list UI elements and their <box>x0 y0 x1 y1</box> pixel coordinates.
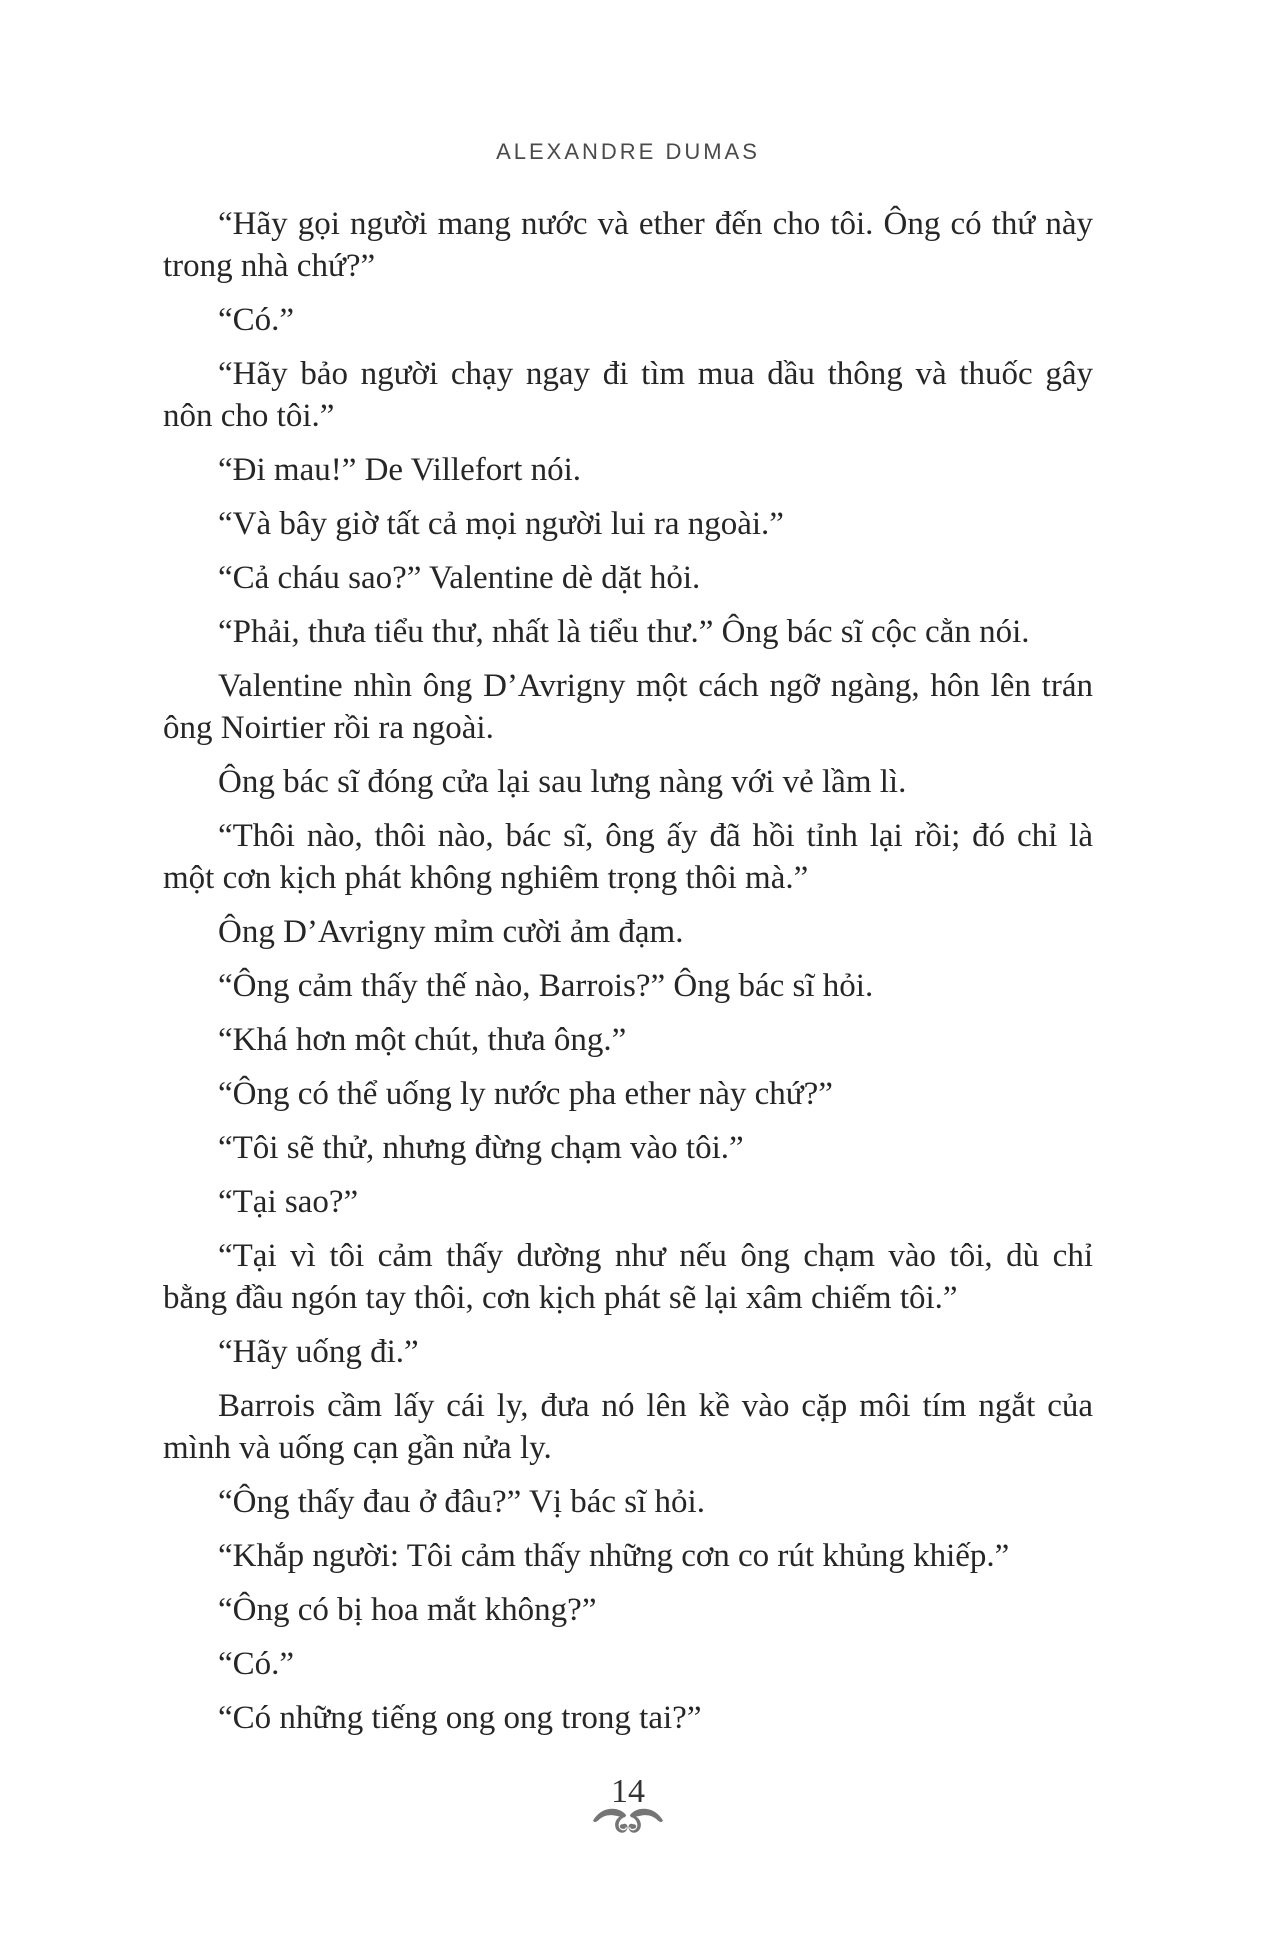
paragraph: “Hãy uống đi.” <box>218 1334 419 1370</box>
paragraph: “Tại vì tôi cảm thấy dường như nếu ông chạm vào tôi, dù chỉ bằng đầu ngón tay thôi, cơn kịch phát sẽ lại xâm chiếm tôi.” <box>163 1238 1093 1316</box>
paragraph: “Thôi nào, thôi nào, bác sĩ, ông ấy đã hồi tỉnh lại rồi; đó chỉ là một cơn kịch phát không nghiêm trọng thôi mà.” <box>163 818 1093 896</box>
paragraph: “Tại sao?” <box>218 1184 359 1220</box>
paragraph: “Có.” <box>218 1646 295 1682</box>
running-header-author: ALEXANDRE DUMAS <box>496 139 760 164</box>
paragraph: Barrois cầm lấy cái ly, đưa nó lên kề vào cặp môi tím ngắt của mình và uống cạn gần nửa ly. <box>163 1388 1093 1466</box>
paragraph: “Ông thấy đau ở đâu?” Vị bác sĩ hỏi. <box>218 1484 705 1520</box>
paragraph: “Hãy gọi người mang nước và ether đến cho tôi. Ông có thứ này trong nhà chứ?” <box>163 206 1093 284</box>
paragraph: “Tôi sẽ thử, nhưng đừng chạm vào tôi.” <box>218 1130 744 1166</box>
paragraph: “Ông cảm thấy thế nào, Barrois?” Ông bác sĩ hỏi. <box>218 968 874 1004</box>
paragraph: “Hãy bảo người chạy ngay đi tìm mua dầu thông và thuốc gây nôn cho tôi.” <box>163 356 1093 434</box>
paragraph: Ông D’Avrigny mỉm cười ảm đạm. <box>218 914 684 950</box>
paragraph: “Có những tiếng ong ong trong tai?” <box>218 1700 702 1736</box>
paragraph: “Ông có bị hoa mắt không?” <box>218 1592 597 1628</box>
paragraph: “Khắp người: Tôi cảm thấy những cơn co rút khủng khiếp.” <box>218 1538 1010 1574</box>
page-content <box>163 203 1093 1739</box>
page-footer-ornament <box>163 1806 1093 1840</box>
paragraph: “Có.” <box>218 302 295 338</box>
paragraph: “Ông có thể uống ly nước pha ether này chứ?” <box>218 1076 833 1112</box>
flourish-ornament-icon <box>580 1806 676 1840</box>
paragraph: “Khá hơn một chút, thưa ông.” <box>218 1022 627 1058</box>
paragraph: “Và bây giờ tất cả mọi người lui ra ngoài.” <box>218 506 784 542</box>
paragraph: Ông bác sĩ đóng cửa lại sau lưng nàng với vẻ lầm lì. <box>218 764 907 800</box>
paragraph: “Đi mau!” De Villefort nói. <box>218 452 582 488</box>
paragraph: “Cả cháu sao?” Valentine dè dặt hỏi. <box>218 560 701 596</box>
page-number: 14 <box>611 1773 645 1810</box>
paragraph: “Phải, thưa tiểu thư, nhất là tiểu thư.” Ông bác sĩ cộc cằn nói. <box>218 614 1030 650</box>
paragraph: Valentine nhìn ông D’Avrigny một cách ngỡ ngàng, hôn lên trán ông Noirtier rồi ra ngoài. <box>163 668 1093 746</box>
